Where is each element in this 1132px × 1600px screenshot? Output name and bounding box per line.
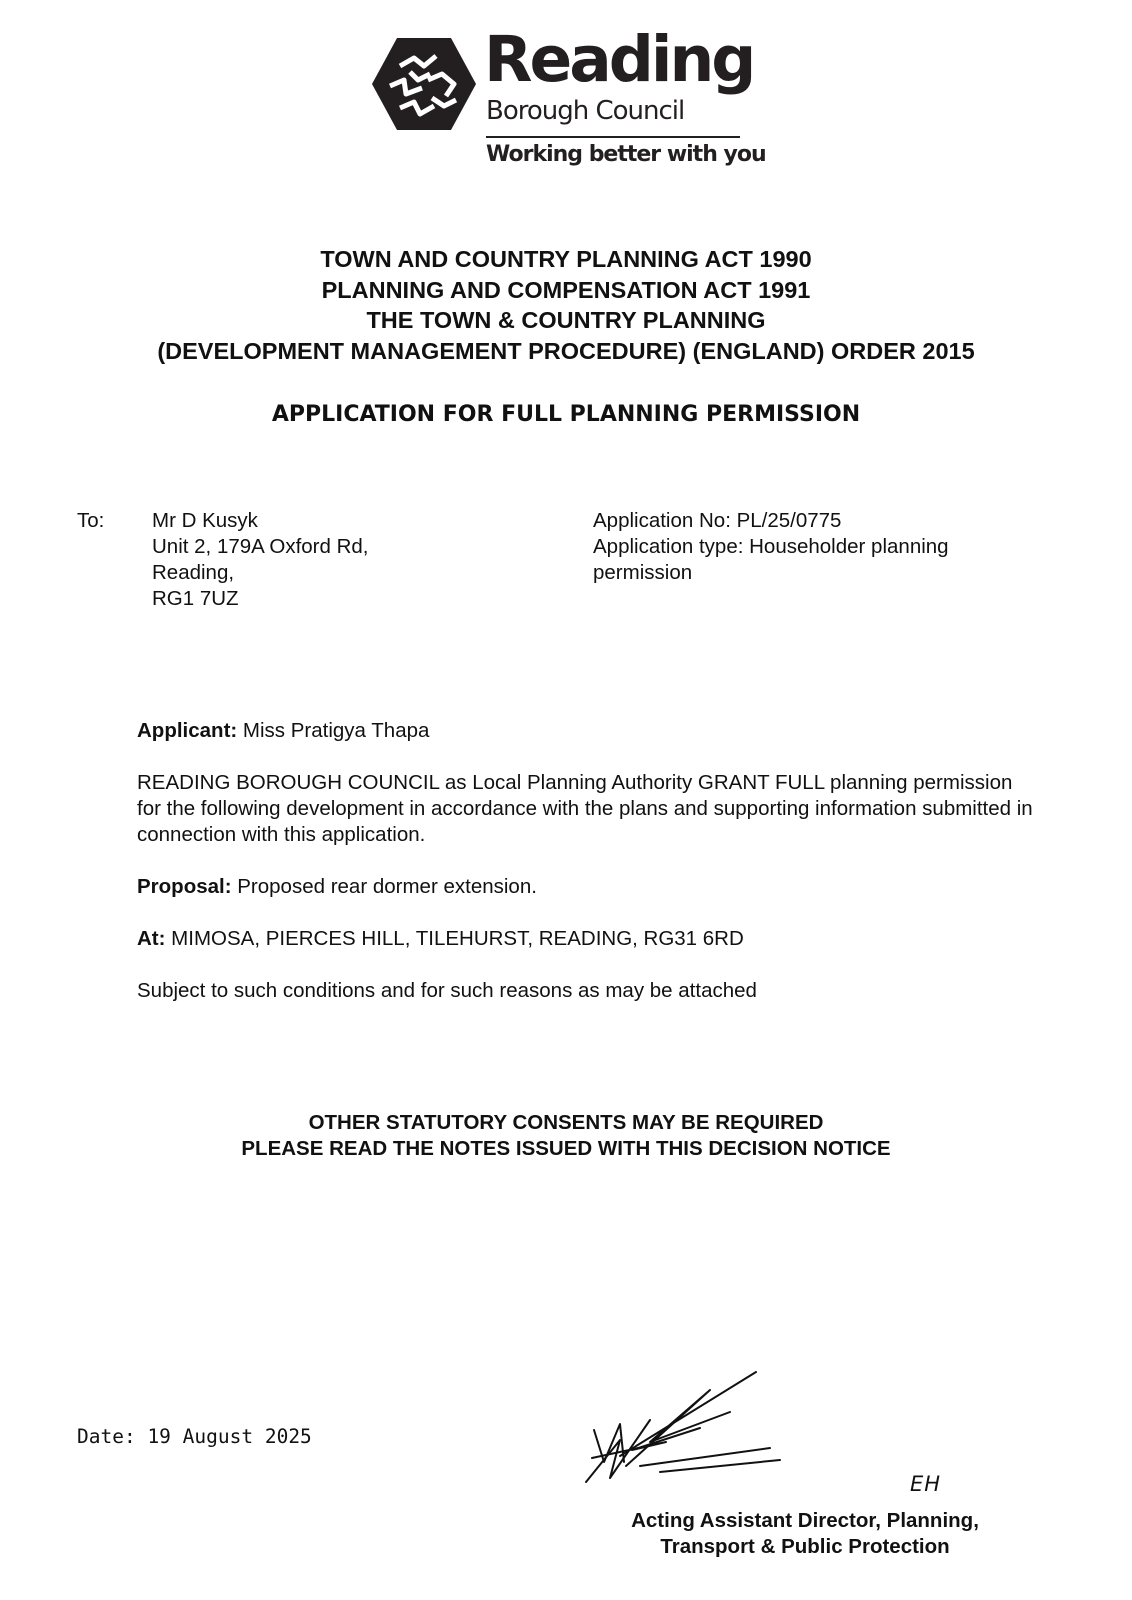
act-heading: PLANNING AND COMPENSATION ACT 1991 xyxy=(321,276,811,303)
recipient-address xyxy=(152,508,369,612)
application-type-continued: permission xyxy=(593,561,693,584)
logo-subtitle: Borough Council xyxy=(486,96,685,126)
to-label: To: xyxy=(77,509,105,532)
logo-tagline: Working better with you xyxy=(486,142,766,167)
grant-statement: READING BOROUGH COUNCIL as Local Planning Authority GRANT FULL planning permission for the following development in accordance with the plans and supporting information submitted in connection with this application. xyxy=(137,771,1033,846)
site-address-line xyxy=(137,926,1037,952)
at-label: At: xyxy=(137,927,166,950)
decision-body xyxy=(137,718,1037,1030)
address-line: RG1 7UZ xyxy=(152,587,239,610)
proposal-label: Proposal: xyxy=(137,875,232,898)
address-line: Reading, xyxy=(152,561,235,584)
decision-date: Date: 19 August 2025 xyxy=(77,1425,312,1448)
signature-image xyxy=(580,1370,790,1490)
address-line: Mr D Kusyk xyxy=(152,509,258,532)
applicant-line xyxy=(137,718,1037,744)
proposal-line xyxy=(137,874,1037,900)
act-heading: TOWN AND COUNTRY PLANNING ACT 1990 xyxy=(320,246,812,272)
application-info xyxy=(593,508,949,586)
applicant-label: Applicant: xyxy=(137,719,238,742)
signatory-role xyxy=(580,1508,1030,1560)
act-heading: (DEVELOPMENT MANAGEMENT PROCEDURE) (ENGLAND) ORDER 2015 xyxy=(157,337,975,364)
notice-line: PLEASE READ THE NOTES ISSUED WITH THIS DECISION NOTICE xyxy=(241,1137,891,1160)
conditions-statement: Subject to such conditions and for such reasons as may be attached xyxy=(137,979,757,1002)
applicant-value: Miss Pratigya Thapa xyxy=(242,719,430,742)
signatory-initials: EH xyxy=(910,1472,942,1496)
legislation-headings xyxy=(0,244,1132,366)
logo-name: Reading xyxy=(484,23,754,96)
council-emblem-icon xyxy=(370,36,478,132)
application-number: Application No: PL/25/0775 xyxy=(593,509,842,532)
role-line: Transport & Public Protection xyxy=(660,1535,950,1558)
proposal-value: Proposed rear dormer extension. xyxy=(237,875,537,898)
address-line: Unit 2, 179A Oxford Rd, xyxy=(152,535,369,558)
role-line: Acting Assistant Director, Planning, xyxy=(631,1509,979,1532)
application-type: Application type: Householder planning xyxy=(593,535,949,558)
application-title: APPLICATION FOR FULL PLANNING PERMISSION xyxy=(271,402,861,427)
logo-divider xyxy=(486,136,740,138)
council-logo xyxy=(370,23,770,180)
act-heading: THE TOWN & COUNTRY PLANNING xyxy=(366,307,766,333)
notice-line: OTHER STATUTORY CONSENTS MAY BE REQUIRED xyxy=(308,1111,824,1134)
statutory-notice xyxy=(0,1110,1132,1162)
site-address: MIMOSA, PIERCES HILL, TILEHURST, READING, RG31 6RD xyxy=(171,927,744,950)
